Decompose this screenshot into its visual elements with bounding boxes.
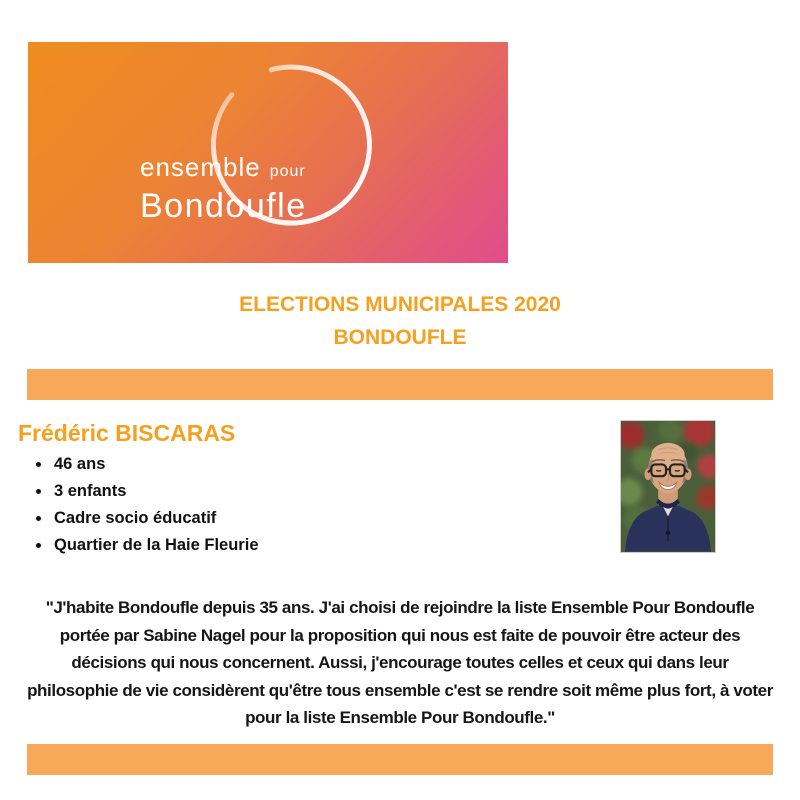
candidate-detail-district: • Quartier de la Haie Fleurie bbox=[52, 536, 259, 555]
logo-text bbox=[140, 154, 307, 223]
logo-ensemble-label: ensemble bbox=[140, 152, 261, 182]
top-divider-bar bbox=[27, 369, 773, 400]
title-line-elections: ELECTIONS MUNICIPALES 2020 bbox=[239, 293, 561, 316]
page-title bbox=[0, 288, 800, 354]
candidate-detail-job: • Cadre socio éducatif bbox=[52, 509, 259, 528]
candidate-detail-children: • 3 enfants bbox=[52, 482, 259, 501]
portrait-illustration bbox=[621, 421, 715, 552]
candidate-name: Frédéric BISCARAS bbox=[18, 420, 236, 446]
bottom-divider-bar bbox=[27, 744, 773, 775]
title-line-bondoufle: BONDOUFLE bbox=[333, 326, 467, 349]
logo-ring-icon bbox=[28, 42, 508, 263]
candidate-details-list bbox=[52, 455, 259, 563]
candidate-photo bbox=[620, 420, 716, 553]
candidate-detail-age: • 46 ans bbox=[52, 455, 259, 474]
logo-pour-label: pour bbox=[269, 163, 306, 180]
logo-word-bondoufle: Bondoufle bbox=[140, 187, 307, 225]
logo-word-ensemble bbox=[140, 154, 307, 180]
candidate-quote: "J'habite Bondoufle depuis 35 ans. J'ai choisi de rejoindre la liste Ensemble Pour Bondoufle portée par Sabine Nagel pour la proposition qui nous est faite de pouvoir être acteur des décisions qui nous concernent. Aussi, j'encourage toutes celles et ceux qui dans leur philosophie de vie considèrent qu'être tous ensemble c'est se rendre soit même plus fort, à voter pour la liste Ensemble Pour Bondoufle." bbox=[27, 598, 773, 727]
campaign-banner bbox=[28, 42, 508, 263]
